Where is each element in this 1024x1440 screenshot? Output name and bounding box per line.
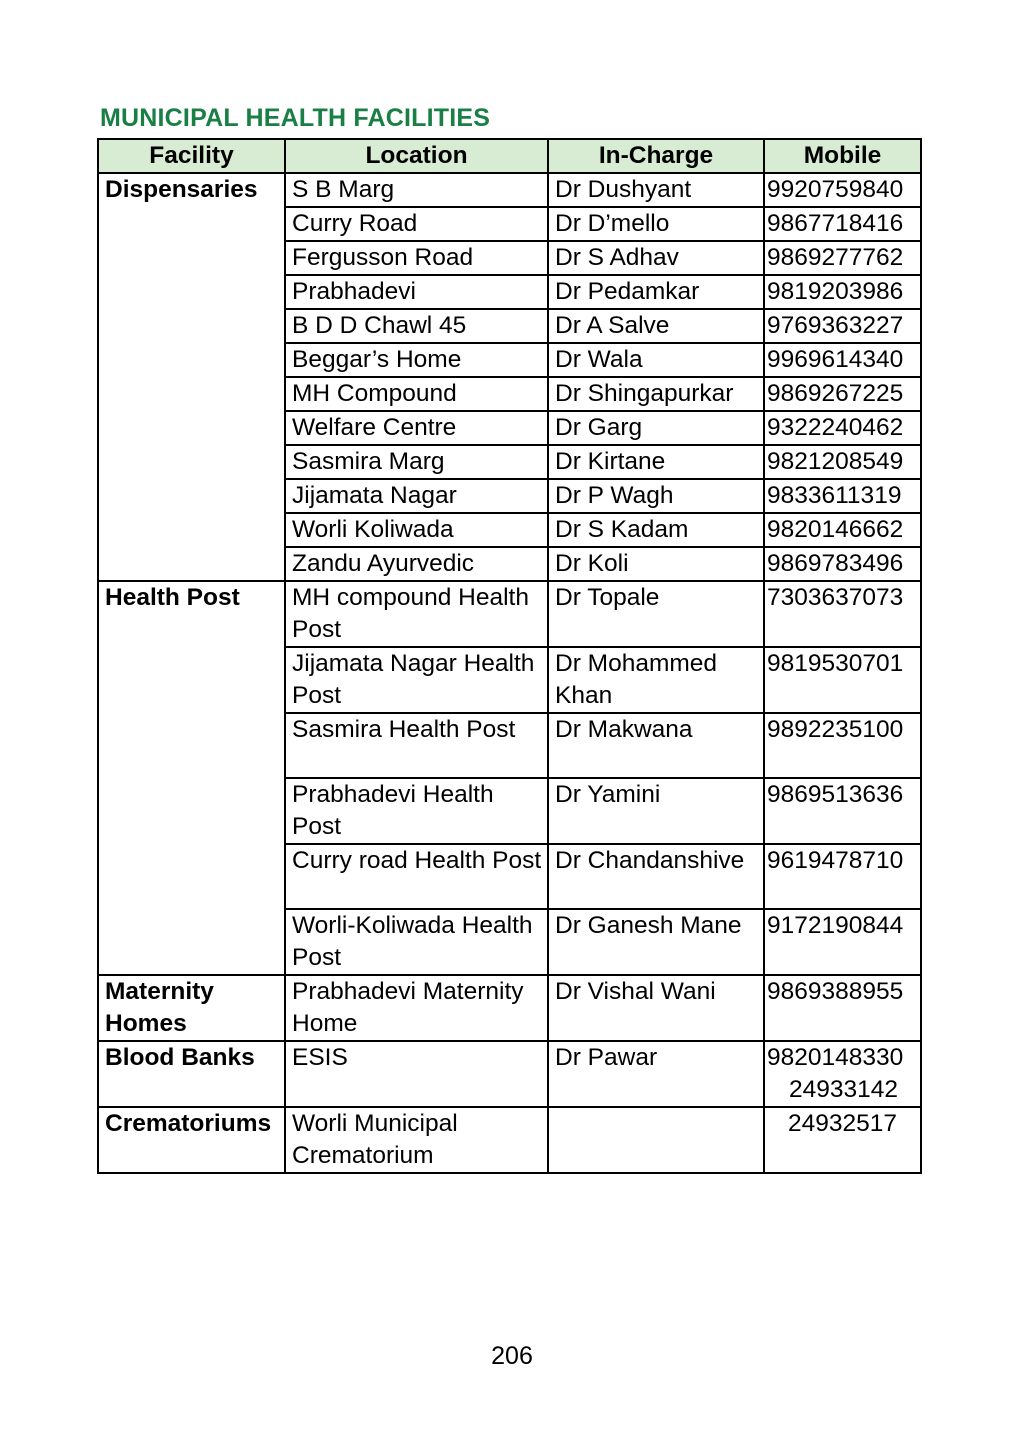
incharge-cell: Dr Koli <box>548 547 764 581</box>
mobile-secondary: 24933142 <box>788 1076 898 1103</box>
mobile-cell: 9869267225 <box>764 377 921 411</box>
location-cell: Jijamata Nagar Health Post <box>285 647 548 713</box>
location-cell: Zandu Ayurvedic <box>285 547 548 581</box>
mobile-cell: 9969614340 <box>764 343 921 377</box>
incharge-cell: Dr Mohammed Khan <box>548 647 764 713</box>
mobile-cell: 9819530701 <box>764 647 921 713</box>
mobile-cell: 9869513636 <box>764 778 921 844</box>
incharge-cell: Dr D’mello <box>548 207 764 241</box>
incharge-cell: Dr Garg <box>548 411 764 445</box>
incharge-cell: Dr S Adhav <box>548 241 764 275</box>
incharge-cell: Dr S Kadam <box>548 513 764 547</box>
header-incharge: In-Charge <box>548 139 764 173</box>
location-cell: Prabhadevi Health Post <box>285 778 548 844</box>
location-cell: Jijamata Nagar <box>285 479 548 513</box>
facility-group-crematoriums: Crematoriums <box>98 1107 285 1173</box>
mobile-cell: 9920759840 <box>764 173 921 207</box>
location-cell: MH Compound <box>285 377 548 411</box>
incharge-cell: Dr Yamini <box>548 778 764 844</box>
table-row <box>98 1041 921 1107</box>
mobile-cell: 9172190844 <box>764 909 921 975</box>
location-cell: MH compound Health Post <box>285 581 548 647</box>
incharge-cell: Dr A Salve <box>548 309 764 343</box>
facility-group-health-post: Health Post <box>98 581 285 975</box>
incharge-cell: Dr Topale <box>548 581 764 647</box>
location-cell: Prabhadevi Maternity Home <box>285 975 548 1041</box>
table-row <box>98 173 921 207</box>
table-row <box>98 581 921 647</box>
table-header-row <box>98 139 921 173</box>
mobile-cell: 9869388955 <box>764 975 921 1041</box>
facility-group-blood-banks: Blood Banks <box>98 1041 285 1107</box>
table-row <box>98 975 921 1041</box>
mobile-cell <box>764 1041 921 1107</box>
mobile-cell: 7303637073 <box>764 581 921 647</box>
location-cell: Curry Road <box>285 207 548 241</box>
mobile-cell: 9819203986 <box>764 275 921 309</box>
page-number: 206 <box>491 1342 533 1370</box>
table-row <box>98 1107 921 1173</box>
location-cell: Sasmira Marg <box>285 445 548 479</box>
location-cell: Worli-Koliwada Health Post <box>285 909 548 975</box>
incharge-cell: Dr Pawar <box>548 1041 764 1107</box>
location-cell: Welfare Centre <box>285 411 548 445</box>
location-cell: Curry road Health Post <box>285 844 548 909</box>
incharge-cell: Dr Ganesh Mane <box>548 909 764 975</box>
location-cell: Fergusson Road <box>285 241 548 275</box>
mobile-cell: 9892235100 <box>764 713 921 778</box>
mobile-cell: 9820146662 <box>764 513 921 547</box>
incharge-cell: Dr Pedamkar <box>548 275 764 309</box>
incharge-cell: Dr Shingapurkar <box>548 377 764 411</box>
location-cell: Prabhadevi <box>285 275 548 309</box>
incharge-cell: Dr P Wagh <box>548 479 764 513</box>
mobile-cell: 9833611319 <box>764 479 921 513</box>
incharge-cell: Dr Kirtane <box>548 445 764 479</box>
facilities-table <box>97 138 922 1174</box>
location-cell: Worli Municipal Crematorium <box>285 1107 548 1173</box>
header-facility: Facility <box>98 139 285 173</box>
incharge-cell <box>548 1107 764 1173</box>
header-location: Location <box>285 139 548 173</box>
location-cell: S B Marg <box>285 173 548 207</box>
mobile-cell: 9322240462 <box>764 411 921 445</box>
facility-group-maternity-homes: Maternity Homes <box>98 975 285 1041</box>
incharge-cell: Dr Makwana <box>548 713 764 778</box>
location-cell: Worli Koliwada <box>285 513 548 547</box>
facility-group-dispensaries: Dispensaries <box>98 173 285 581</box>
mobile-cell: 9867718416 <box>764 207 921 241</box>
mobile-cell: 9869783496 <box>764 547 921 581</box>
mobile-cell: 9821208549 <box>764 445 921 479</box>
location-cell: Sasmira Health Post <box>285 713 548 778</box>
page-title: MUNICIPAL HEALTH FACILITIES <box>100 104 491 132</box>
mobile-cell: 24932517 <box>764 1107 921 1173</box>
mobile-cell: 9869277762 <box>764 241 921 275</box>
incharge-cell: Dr Chandanshive <box>548 844 764 909</box>
location-cell: B D D Chawl 45 <box>285 309 548 343</box>
incharge-cell: Dr Dushyant <box>548 173 764 207</box>
location-cell: ESIS <box>285 1041 548 1107</box>
mobile-cell: 9619478710 <box>764 844 921 909</box>
header-mobile: Mobile <box>764 139 921 173</box>
mobile-cell: 9769363227 <box>764 309 921 343</box>
incharge-cell: Dr Wala <box>548 343 764 377</box>
location-cell: Beggar’s Home <box>285 343 548 377</box>
incharge-cell: Dr Vishal Wani <box>548 975 764 1041</box>
mobile-primary: 9820148330 <box>767 1044 904 1071</box>
